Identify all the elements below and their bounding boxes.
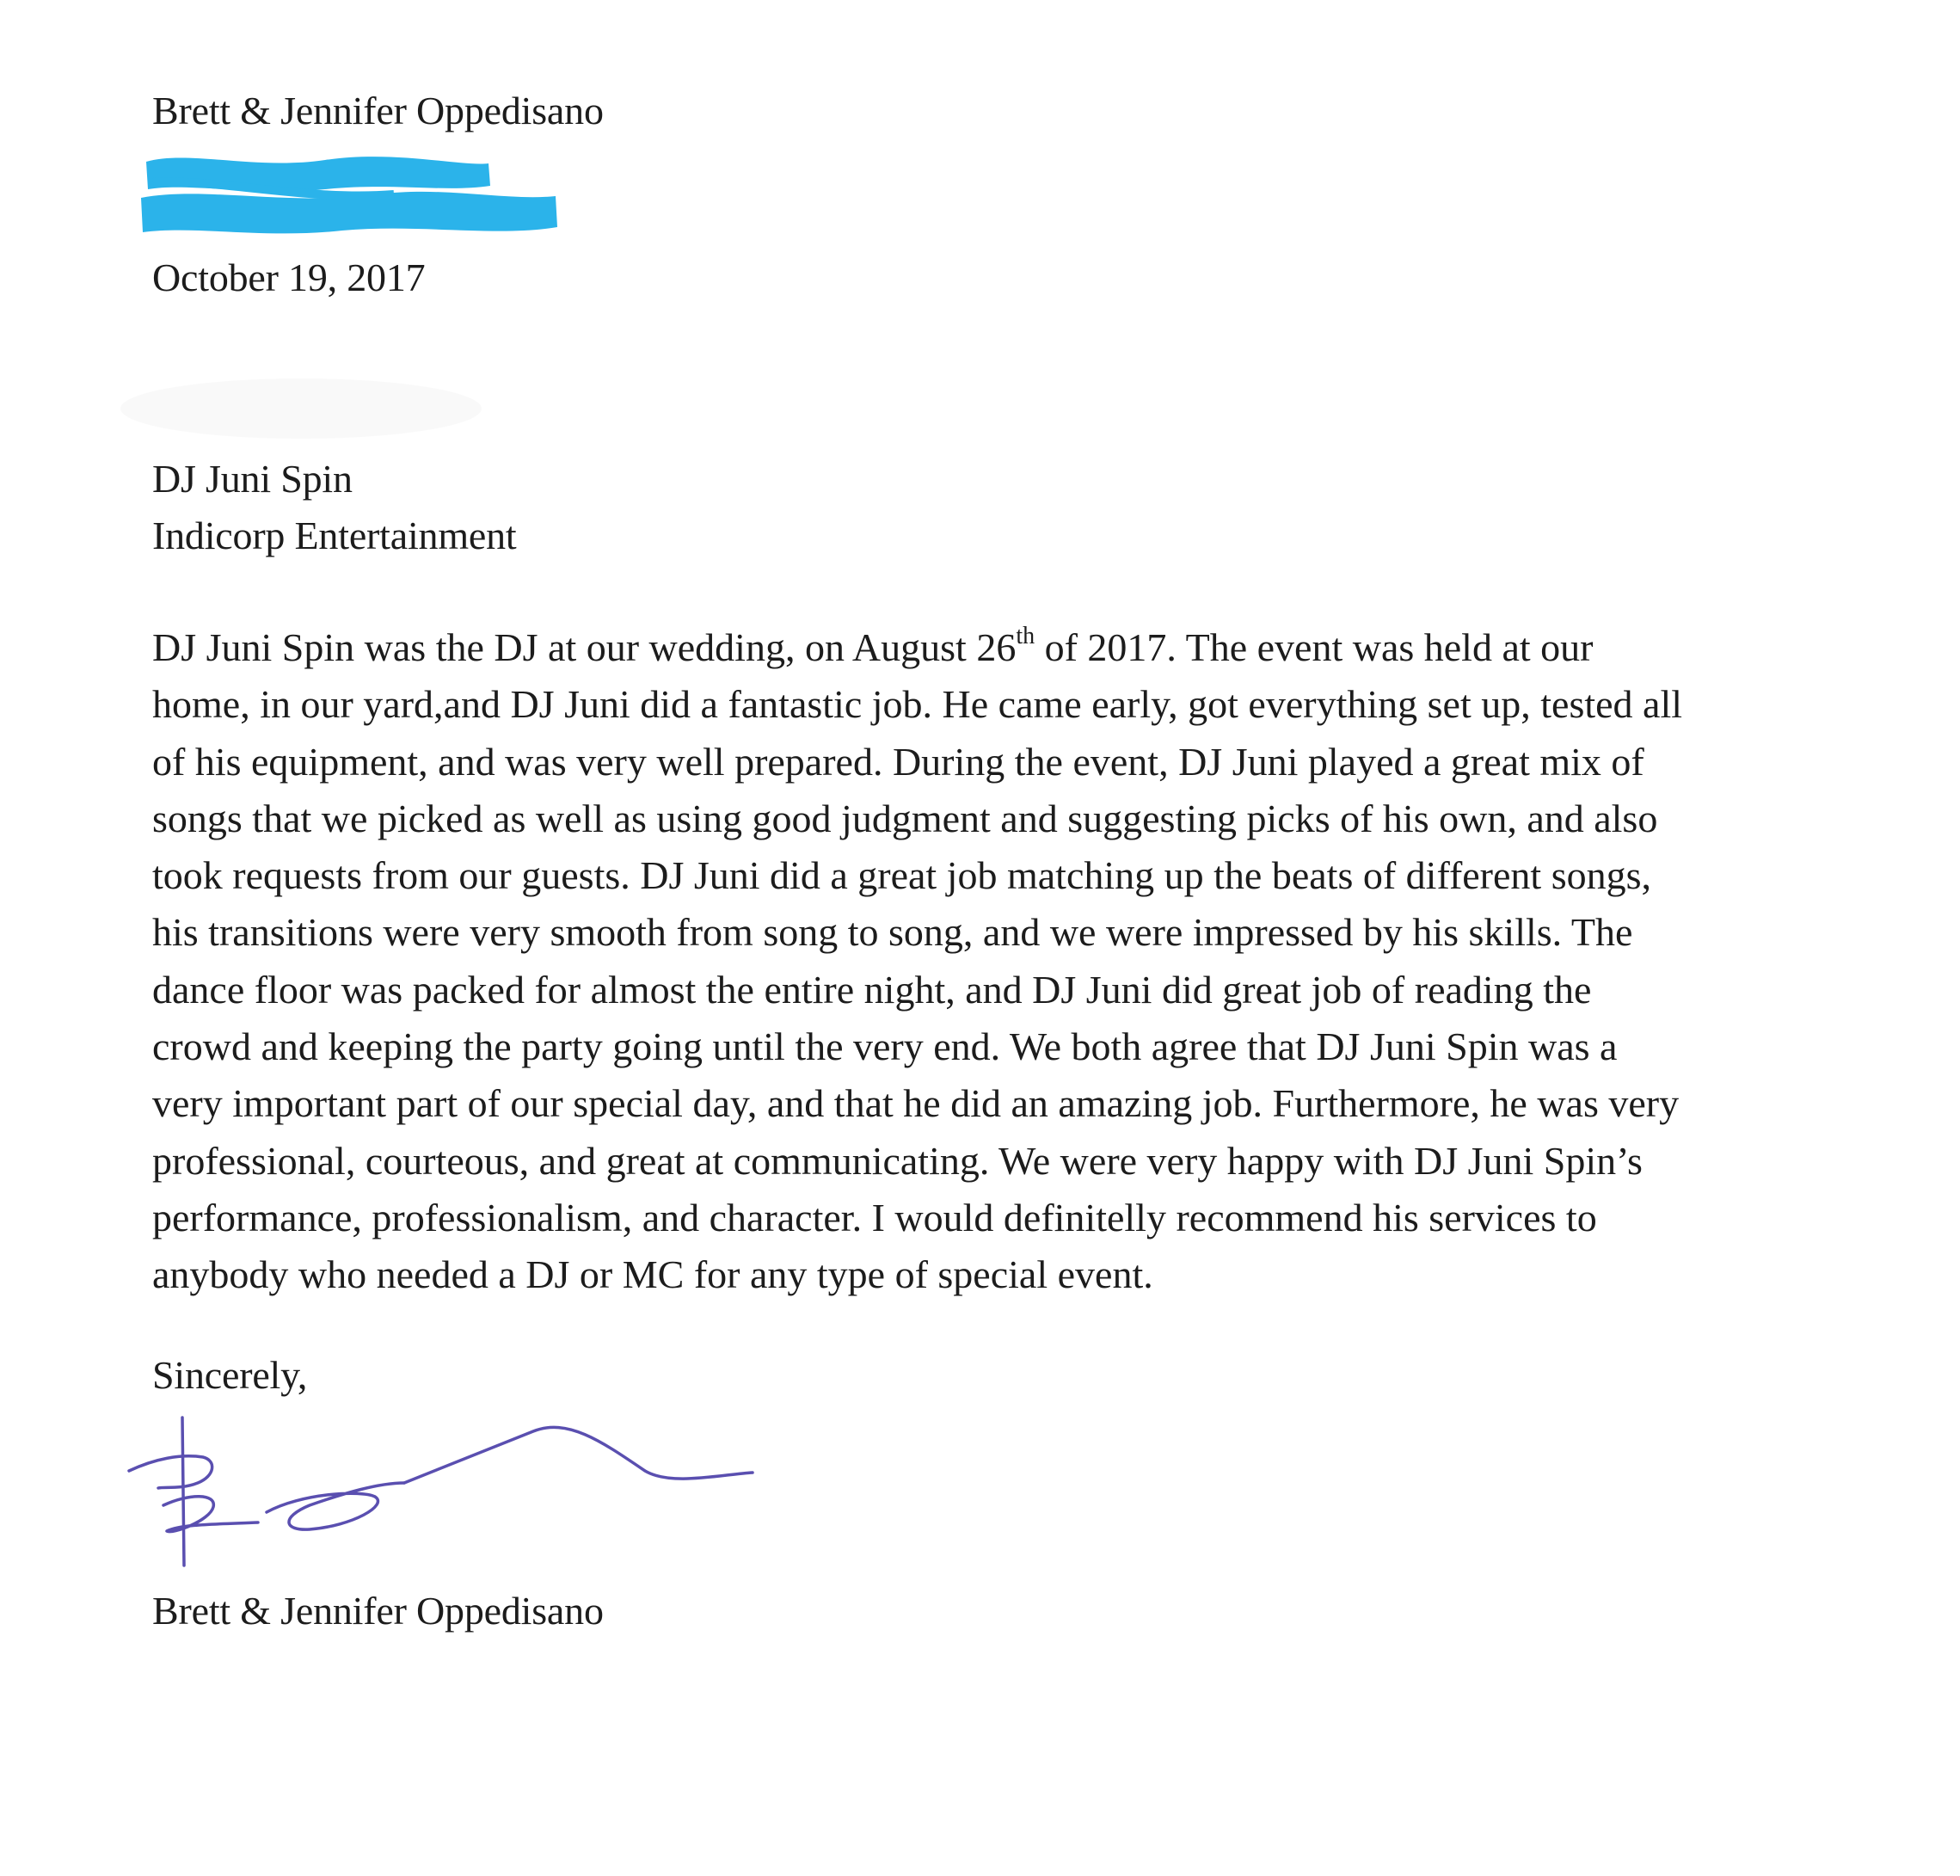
body-line-text: DJ Juni Spin was the DJ at our wedding, on August 26: [152, 625, 1017, 669]
sender-name: Brett & Jennifer Oppedisano: [152, 89, 604, 132]
body-line: crowd and keeping the party going until the very end. We both agree that DJ Juni Spin was a: [152, 1024, 1618, 1069]
body-line: of his equipment, and was very well prepared. During the event, DJ Juni played a great mix of: [152, 739, 1644, 784]
closing: Sincerely,: [152, 1353, 308, 1397]
recipient-name: DJ Juni Spin: [152, 457, 353, 501]
body-line: home, in our yard,and DJ Juni did a fantastic job. He came early, got everything set up, tested all: [152, 682, 1683, 727]
scan-artifact: [120, 378, 482, 439]
redacted-address: [136, 145, 566, 248]
body-line: his transitions were very smooth from song to song, and we were impressed by his skills. The: [152, 910, 1633, 955]
ordinal-suffix: th: [1016, 622, 1035, 649]
letter-body: [152, 619, 1872, 1304]
signature-name: Brett & Jennifer Oppedisano: [152, 1589, 604, 1633]
body-line: professional, courteous, and great at communicating. We were very happy with DJ Juni Spin’s: [152, 1138, 1643, 1183]
body-line-text: of 2017. The event was held at our: [1035, 625, 1594, 669]
body-line: anybody who needed a DJ or MC for any type of special event.: [152, 1252, 1153, 1297]
recipient-company: Indicorp Entertainment: [152, 514, 517, 557]
letter-date: October 19, 2017: [152, 255, 426, 299]
body-line: performance, professionalism, and character. I would definitelly recommend his services to: [152, 1195, 1597, 1239]
body-line: [152, 619, 1872, 676]
body-line: very important part of our special day, and that he did an amazing job. Furthermore, he was very: [152, 1081, 1680, 1126]
body-line: dance floor was packed for almost the entire night, and DJ Juni did great job of reading the: [152, 967, 1592, 1012]
body-line: took requests from our guests. DJ Juni did a great job matching up the beats of different songs,: [152, 853, 1651, 898]
body-line: songs that we picked as well as using good judgment and suggesting picks of his own, and also: [152, 796, 1658, 840]
handwritten-signature: [120, 1411, 774, 1583]
